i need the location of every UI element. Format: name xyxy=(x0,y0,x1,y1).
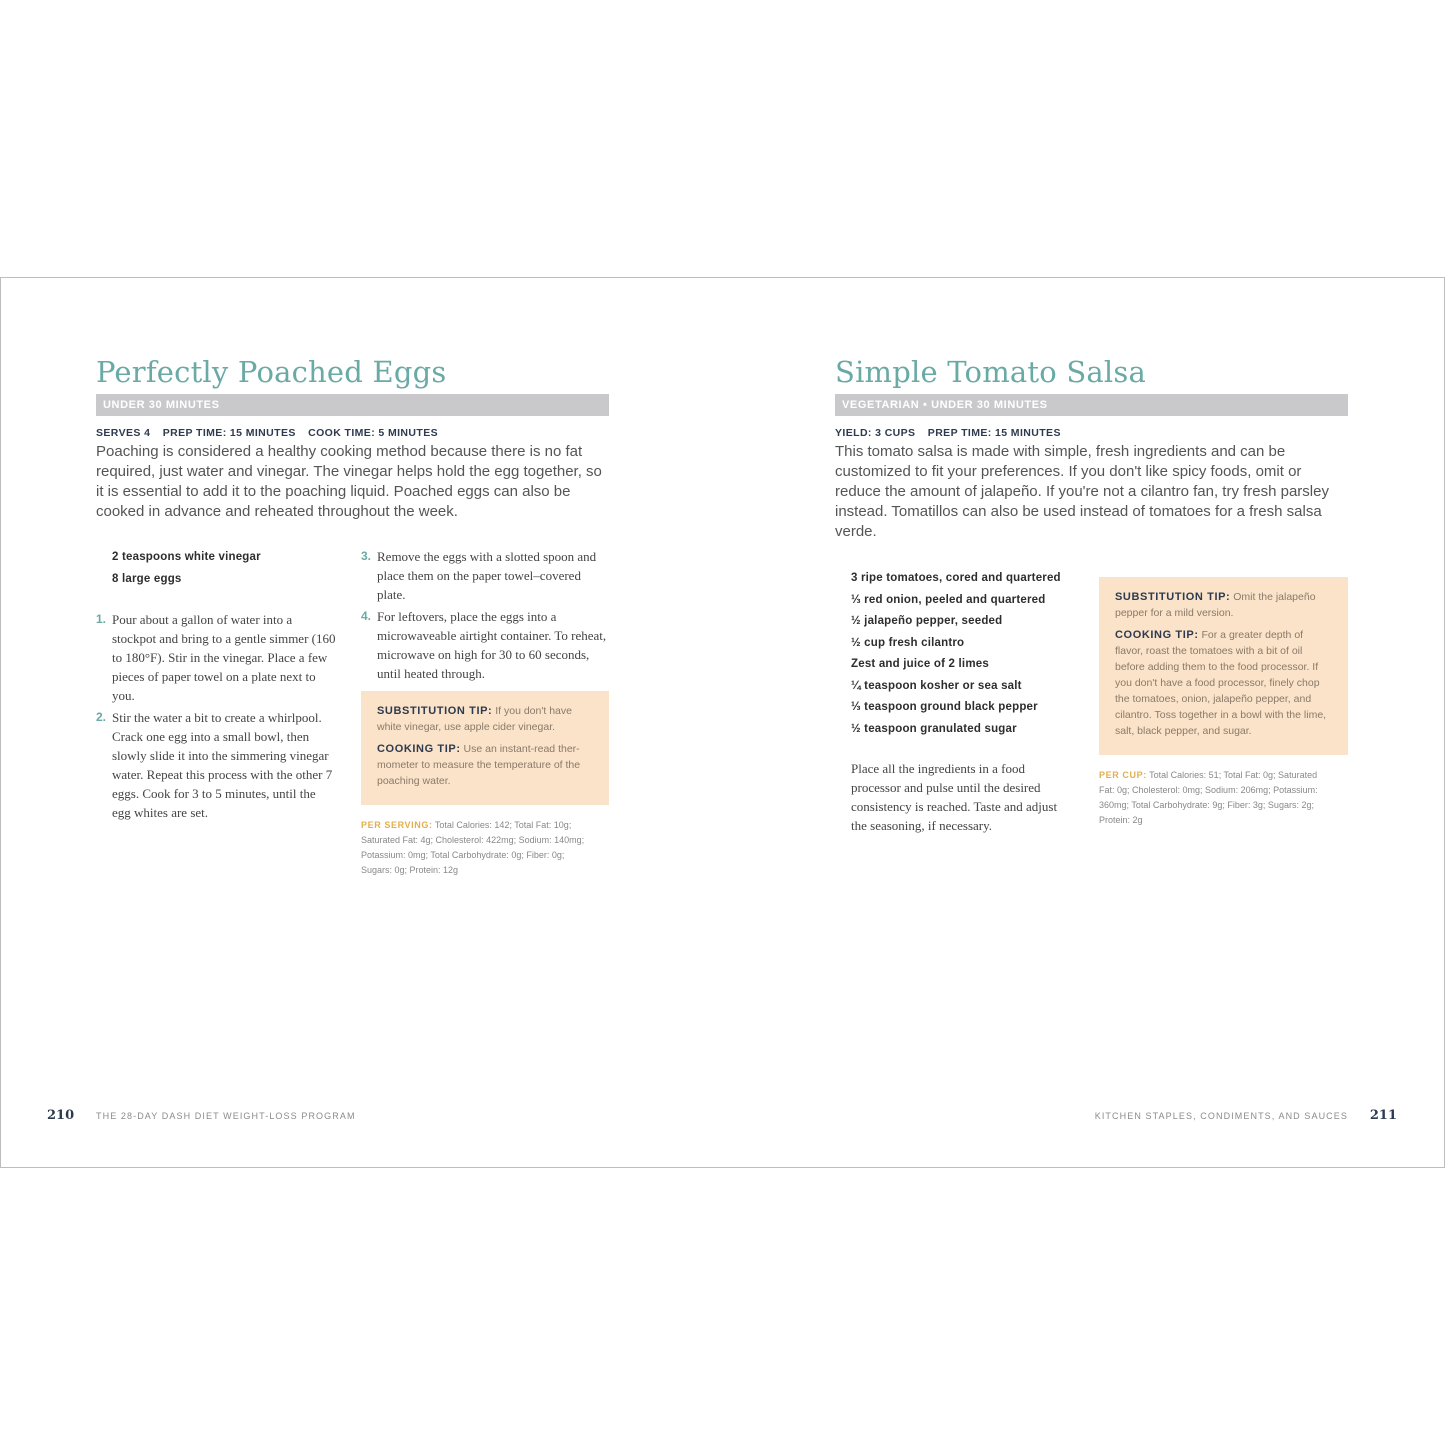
cooking-tip-text: Use an instant-read ther-mometer to measure the temperature of the poaching water. xyxy=(377,743,581,787)
ingredient-item: ⅓ teaspoon ground black pepper xyxy=(851,701,1038,713)
step-item xyxy=(96,610,337,705)
step-text: For leftovers, place the eggs into a microwaveable airtight container. To reheat, microwave on high for 30 to 60 seconds, until heated through. xyxy=(377,609,607,681)
right-recipe-header xyxy=(835,354,1348,542)
ingredient-item: 3 ripe tomatoes, cored and quartered xyxy=(851,572,1061,584)
substitution-tip-label: SUBSTITUTION TIP: xyxy=(1115,591,1231,603)
step-list xyxy=(361,547,609,683)
step-text: Stir the water a bit to create a whirlpool. Crack one egg into a small bowl, then slowly slide it into the simmering vinegar water. Repeat this process with the other 7 eggs. Cook for 3 to 5 minutes, until the egg whites are set. xyxy=(112,710,333,820)
step-text: Pour about a gallon of water into a stockpot and bring to a gentle simmer (160 to 180°F). Stir in the vinegar. Place a few pieces of paper towel on a plate next to you. xyxy=(112,612,336,703)
right-ingredients-and-method xyxy=(851,568,1076,835)
ingredient-item: 8 large eggs xyxy=(112,572,182,585)
tip-box xyxy=(1099,577,1348,755)
step-number: 1. xyxy=(96,612,107,626)
ingredient-item: ½ teaspoon granulated sugar xyxy=(851,722,1017,735)
recipe-meta xyxy=(96,427,609,439)
ingredient-item: ⅓ red onion, peeled and quartered xyxy=(851,593,1046,606)
page-number-right: 211 xyxy=(1369,1108,1397,1123)
right-column-2 xyxy=(1099,577,1348,828)
step-text: Remove the eggs with a slotted spoon and place them on the paper towel–covered plate. xyxy=(377,549,597,602)
nutrition-text: Total Calories: 142; Total Fat: 10g; Saturated Fat: 4g; Cholesterol: 422mg; Sodium: 140mg; Potassium: 0mg; Total Carbohydrate: 0g; Fiber: 0g; Sugars: 0g; Protein: 12g xyxy=(361,820,585,875)
step-number: 3. xyxy=(361,549,372,563)
left-column-2 xyxy=(361,547,609,878)
recipe-meta xyxy=(835,427,1348,439)
yield: YIELD: 3 CUPS xyxy=(835,427,916,439)
recipe-title: Simple Tomato Salsa xyxy=(835,355,1146,389)
recipe-tag-bar: VEGETARIAN • UNDER 30 MINUTES xyxy=(835,394,1348,416)
substitution-tip-label: SUBSTITUTION TIP: xyxy=(377,705,493,717)
nutrition-text: Total Calories: 51; Total Fat: 0g; Saturated Fat: 0g; Cholesterol: 0mg; Sodium: 206mg; Potassium: 360mg; Total Carbohydrate: 9g; Fiber: 3g; Sugars: 2g; Protein: 2g xyxy=(1099,770,1318,825)
ingredient-item: 2 teaspoons white vinegar xyxy=(112,551,261,563)
ingredient-item: Zest and juice of 2 limes xyxy=(851,658,989,670)
page-number-left: 210 xyxy=(47,1108,75,1123)
prep-time: PREP TIME: 15 MINUTES xyxy=(162,427,296,439)
recipe-intro: Poaching is considered a healthy cooking method because there is no fat required, just water and vinegar. The vinegar helps hold the egg together, so it is essential to add it to the poaching liquid. Poached eggs can also be cooked in advance and reheated throughout the week. xyxy=(96,443,602,520)
recipe-title: Perfectly Poached Eggs xyxy=(96,355,447,389)
ingredient-item: ¼ teaspoon kosher or sea salt xyxy=(851,679,1022,692)
nutrition-info xyxy=(361,818,586,878)
left-recipe-header xyxy=(96,354,609,522)
substitution-tip-text: Omit the jalapeño pepper for a mild version. xyxy=(1115,591,1316,619)
prep-time: PREP TIME: 15 MINUTES xyxy=(927,427,1061,439)
step-number: 4. xyxy=(361,609,372,623)
running-head-right: KITCHEN STAPLES, CONDIMENTS, AND SAUCES xyxy=(1094,1111,1348,1121)
step-list xyxy=(96,610,337,822)
step-item xyxy=(361,547,609,604)
substitution-tip-text: If you don't have white vinegar, use apple cider vinegar. xyxy=(377,705,572,733)
step-item xyxy=(96,708,337,822)
running-head-left: THE 28-DAY DASH DIET WEIGHT-LOSS PROGRAM xyxy=(96,1111,356,1121)
ingredient-item: ½ cup fresh cilantro xyxy=(851,636,965,649)
cooking-tip-label: COOKING TIP: xyxy=(377,743,461,755)
left-ingredients-and-steps xyxy=(96,547,337,825)
cooking-tip-text: For a greater depth of flavor, roast the tomatoes with a bit of oil before adding them to the food processor. If you don't have a food processor, finely chop the tomatoes, onion, jalapeño pepper, and cilantro. Toss together in a bowl with the lime, salt, black pepper, and sugar. xyxy=(1115,629,1327,737)
tip-box xyxy=(361,691,609,805)
method-text: Place all the ingredients in a food processor and pulse until the desired consistency is reached. Taste and adjust the seasoning, if necessary. xyxy=(851,761,1058,833)
ingredient-list xyxy=(112,547,337,590)
nutrition-info xyxy=(1099,768,1329,828)
step-number: 2. xyxy=(96,710,107,724)
recipe-intro: This tomato salsa is made with simple, fresh ingredients and can be customized to fit your preferences. If you don't like spicy foods, omit or reduce the amount of jalapeño. If you're not a cilantro fan, try fresh parsley instead. Tomatillos can also be used instead of tomatoes for a fresh salsa verde. xyxy=(835,443,1329,540)
nutrition-label: PER CUP: xyxy=(1099,770,1147,780)
step-item xyxy=(361,607,609,683)
ingredient-list xyxy=(851,568,1076,740)
ingredient-item: ½ jalapeño pepper, seeded xyxy=(851,615,1003,627)
nutrition-label: PER SERVING: xyxy=(361,820,433,830)
serves: SERVES 4 xyxy=(96,427,151,439)
cook-time: COOK TIME: 5 MINUTES xyxy=(308,427,439,439)
recipe-tag-bar: UNDER 30 MINUTES xyxy=(96,394,609,416)
cooking-tip-label: COOKING TIP: xyxy=(1115,629,1199,641)
